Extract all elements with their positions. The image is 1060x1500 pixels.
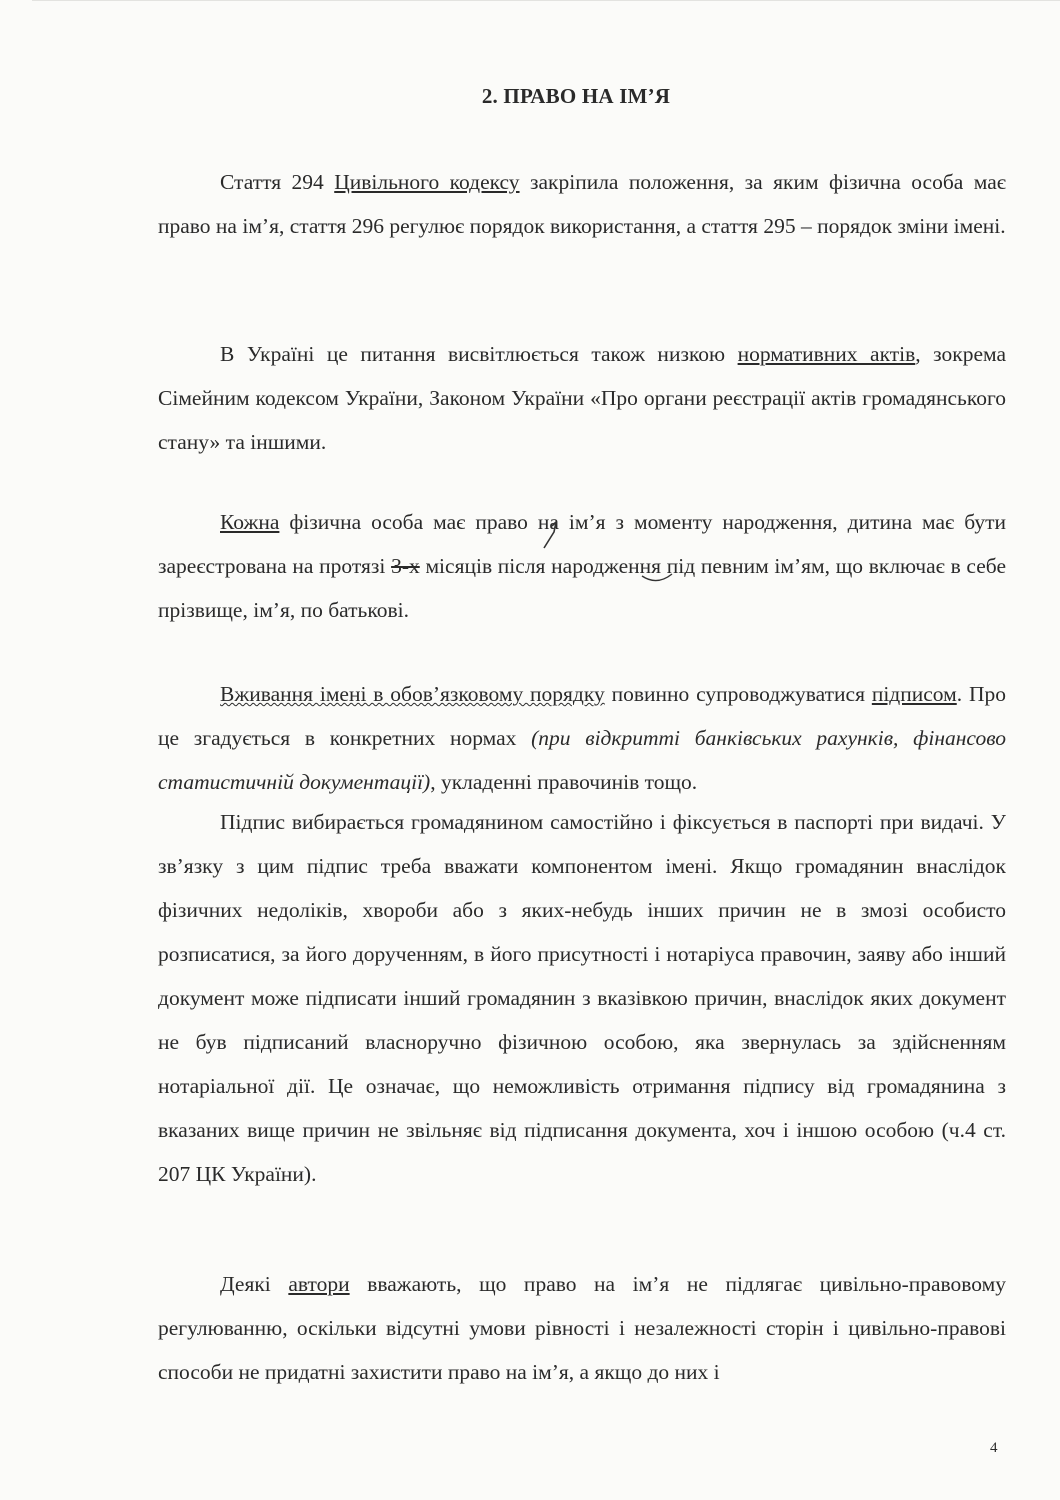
signature-underlined: підписом <box>871 682 957 706</box>
civil-code-underlined: Цивільного кодексу <box>334 170 520 194</box>
paragraph-3 <box>158 500 1006 632</box>
paragraph-2-text-a: В Україні це питання висвітлюється також низкою <box>220 342 738 366</box>
page-title-text: 2. ПРАВО НА ІМ’Я <box>481 84 671 108</box>
paragraph-3-text-b: фізична особа має право на ім’я з моменту народження, дитина має бути зареєстрована на протязі <box>158 510 1006 578</box>
paragraph-6-text-a: Деякі <box>220 1272 289 1296</box>
paragraph-4-italic: (при відкритті банківських рахунків, фінансово статистичній документації) <box>158 726 1006 794</box>
every-underlined: Кожна <box>220 510 280 534</box>
paragraph-5 <box>158 800 1006 1196</box>
paragraph-1 <box>158 160 1006 248</box>
three-months-struck: 3-х <box>391 554 420 578</box>
paragraph-4-text-d: . Про це згадується в конкретних нормах <box>158 682 1006 750</box>
paragraph-1-text-a: Стаття 294 <box>220 170 335 194</box>
page-number: 4 <box>990 1440 998 1456</box>
normative-acts-underlined: нормативних актів <box>737 342 916 366</box>
scan-edge-line <box>32 0 1060 1</box>
paragraph-6-text-c: вважають, що право на ім’я не підлягає цивільно-правовому регулюванню, оскільки відсутні умови рівності і незалежності сторін і цивільно-правові способи не придатні захистити право на ім’я, а якщо до них і <box>158 1272 1006 1384</box>
name-usage-wavy-underlined: Вживання імені в обов’язковому порядку <box>220 682 605 706</box>
page-title <box>0 84 1060 109</box>
paragraph-2-text-c: , зокрема Сімейним кодексом України, Законом України «Про органи реєстрації актів громадянського стану» та іншими. <box>158 342 1007 454</box>
paragraph-4-text-f: , укладенні правочинів тощо. <box>430 770 698 794</box>
paragraph-4 <box>158 672 1006 804</box>
paragraph-1-text-c: закріпила положення, за яким фізична особа має право на ім’я, стаття 296 регулює порядок використання, а стаття 295 – порядок зміни імені. <box>158 170 1006 238</box>
paragraph-4-text-b: повинно супроводжуватися <box>604 682 872 706</box>
paragraph-5-text: Підпис вибирається громадянином самостійно і фіксується в паспорті при видачі. У зв’язку з цим підпис треба вважати компонентом імені. Якщо громадянин внаслідок фізичних недоліків, хвороби або з яких-небудь інших причин не в змозі особисто розписатися, за його дорученням, в його присутності і нотаріуса правочин, заяву або інший документ може підписати інший громадянин з вказівкою причин, внаслідок яких документ не був підписаний власноручно фізичною особою, яка звернулась за здійсненням нотаріальної дії. Це означає, що неможливість отримання підпису від громадянина з вказаних вище причин не звільняє від підписання документа, хоч і іншою особою (ч.4 ст. 207 ЦК України). <box>158 810 1006 1186</box>
authors-underlined: автори <box>288 1272 350 1296</box>
paragraph-3-text-d: місяців після народження під певним ім’ям, що включає в себе прізвище, ім’я, по батькові. <box>158 554 1006 622</box>
paragraph-2 <box>158 332 1006 464</box>
paragraph-6 <box>158 1262 1006 1394</box>
